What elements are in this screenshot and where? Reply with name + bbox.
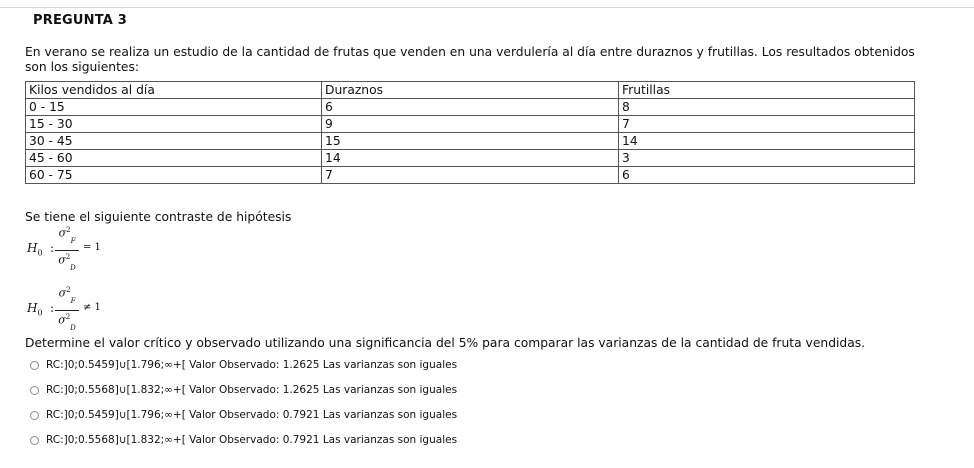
fraction-bar <box>55 310 79 311</box>
table-cell: 8 <box>619 99 915 116</box>
table-row <box>26 150 915 167</box>
answer-option-4[interactable] <box>30 434 457 446</box>
option-label: RC:]0;0.5568]∪[1.832;∞+[ Valor Observado: 1.2625 Las varianzas son iguales <box>46 384 458 396</box>
hypothesis-label: $H_0$ <box>27 301 43 318</box>
table-cell: 6 <box>619 167 915 184</box>
table-cell: 7 <box>619 116 915 133</box>
table-cell: 15 <box>322 133 619 150</box>
hypothesis-alternative: $H_0$ : $\sigma^2_F$ $\sigma^2_D$ ≠ 1 <box>27 286 101 332</box>
contrast-text: Se tiene el siguiente contraste de hipótesis <box>25 210 292 224</box>
ratio-numerator: $\sigma^2_F$ <box>58 286 76 305</box>
table-header-row <box>26 82 915 99</box>
hypothesis-label: $H_0$ <box>27 241 43 258</box>
table-row <box>26 116 915 133</box>
table-cell: 0 - 15 <box>26 99 322 116</box>
radio-button[interactable] <box>30 436 39 445</box>
header-cell: Frutillas <box>619 82 915 99</box>
table-cell: 14 <box>322 150 619 167</box>
option-label: RC:]0;0.5459]∪[1.796;∞+[ Valor Observado: 0.7921 Las varianzas son iguales <box>46 409 458 421</box>
table-row <box>26 133 915 150</box>
top-divider <box>0 7 974 8</box>
data-table <box>25 81 915 184</box>
table-row <box>26 99 915 116</box>
hypothesis-relation: = 1 <box>83 242 101 253</box>
header-cell: Kilos vendidos al día <box>26 82 322 99</box>
radio-button[interactable] <box>30 361 39 370</box>
radio-button[interactable] <box>30 386 39 395</box>
table-row <box>26 167 915 184</box>
table-cell: 30 - 45 <box>26 133 322 150</box>
table-cell: 7 <box>322 167 619 184</box>
question-title: PREGUNTA 3 <box>33 13 128 28</box>
table-cell: 3 <box>619 150 915 167</box>
answer-option-1[interactable] <box>30 359 457 371</box>
table-cell: 6 <box>322 99 619 116</box>
answer-option-3[interactable] <box>30 409 457 421</box>
table-cell: 14 <box>619 133 915 150</box>
table-cell: 9 <box>322 116 619 133</box>
hypothesis-relation: ≠ 1 <box>83 302 101 313</box>
ratio-denominator: $\sigma^2_D$ <box>58 253 76 272</box>
header-cell: Duraznos <box>322 82 619 99</box>
question-text: Determine el valor crítico y observado utilizando una significancia del 5% para comparar las varianzas de la cantidad de fruta vendidas. <box>25 336 866 350</box>
table-cell: 45 - 60 <box>26 150 322 167</box>
ratio-denominator: $\sigma^2_D$ <box>58 313 76 332</box>
hypothesis-null: $H_0$ : $\sigma^2_F$ $\sigma^2_D$ = 1 <box>27 226 101 272</box>
intro-text: En verano se realiza un estudio de la cantidad de frutas que venden en una verdulería al día entre duraznos y frutillas. Los resultados obtenidos son los siguientes: <box>25 45 915 74</box>
option-label: RC:]0;0.5568]∪[1.832;∞+[ Valor Observado: 0.7921 Las varianzas son iguales <box>46 434 458 446</box>
fraction-bar <box>55 250 79 251</box>
radio-button[interactable] <box>30 411 39 420</box>
table-cell: 60 - 75 <box>26 167 322 184</box>
answer-option-2[interactable] <box>30 384 457 396</box>
ratio-numerator: $\sigma^2_F$ <box>58 226 76 245</box>
table-cell: 15 - 30 <box>26 116 322 133</box>
option-label: RC:]0;0.5459]∪[1.796;∞+[ Valor Observado: 1.2625 Las varianzas son iguales <box>46 359 458 371</box>
